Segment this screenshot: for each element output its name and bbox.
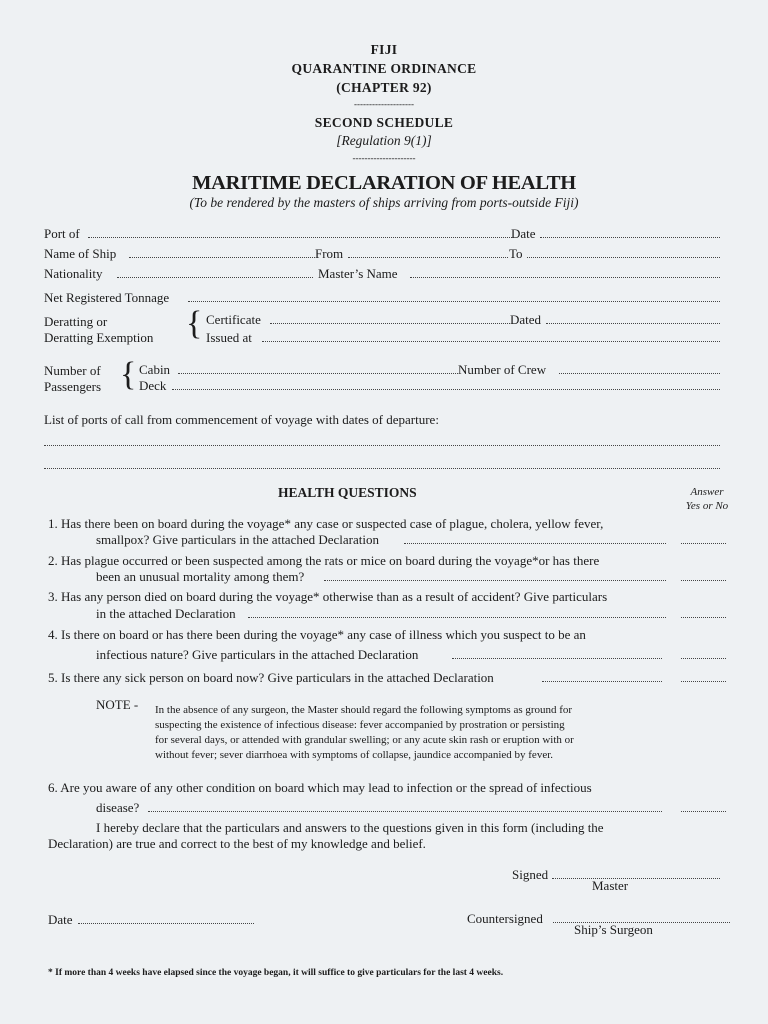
masters-name-field[interactable] [410, 276, 720, 278]
cabin-field[interactable] [178, 372, 458, 374]
to-label: To [509, 246, 523, 261]
answer-2-field[interactable] [681, 579, 726, 581]
issued-at-label: Issued at [206, 330, 252, 345]
question-2: 2. Has plague occurred or been suspected among the rats or mice on board during the voyage*or has there [48, 553, 600, 568]
note-line: for several days, or attended with grandular swelling; or any acute skin rash or eruption with or [155, 734, 574, 746]
answer-1-field[interactable] [681, 542, 726, 544]
from-label: From [315, 246, 344, 261]
note-line: suspecting the existence of infectious disease: fever accompanied by prostration or persisting [155, 719, 565, 731]
brace-symbol: { [120, 356, 137, 393]
net-tonnage-field[interactable] [188, 300, 720, 302]
ship-name-label: Name of Ship [44, 246, 117, 261]
deck-field[interactable] [172, 388, 720, 390]
port-of-field[interactable] [88, 236, 512, 238]
deratting-label: Deratting or [44, 314, 108, 329]
ports-list-field[interactable] [44, 467, 720, 469]
question-3-line [248, 616, 666, 618]
question-3-cont: in the attached Declaration [96, 606, 236, 621]
certificate-field[interactable] [270, 322, 510, 324]
answer-6-field[interactable] [681, 810, 726, 812]
date-field[interactable] [540, 236, 720, 238]
passengers-label: Passengers [44, 379, 102, 394]
master-label: Master [592, 878, 629, 893]
header-divider: -------------------- [354, 99, 414, 109]
port-of-label: Port of [44, 226, 80, 241]
chapter-heading: (CHAPTER 92) [336, 80, 432, 95]
yes-no-label: Yes or No [685, 500, 729, 512]
signed-label: Signed [512, 867, 549, 882]
net-tonnage-label: Net Registered Tonnage [44, 290, 170, 305]
answer-4-field[interactable] [681, 657, 726, 659]
deck-label: Deck [139, 378, 167, 393]
form-subtitle: (To be rendered by the masters of ships arriving from ports-outside Fiji) [189, 195, 579, 210]
answer-5-field[interactable] [681, 680, 726, 682]
footnote: * If more than 4 weeks have elapsed since the voyage began, it will suffice to give particulars for the last 4 weeks. [48, 968, 504, 978]
brace-symbol: { [186, 305, 203, 342]
question-2-cont: been an unusual mortality among them? [96, 569, 305, 584]
deratting-exemption-label: Deratting Exemption [44, 330, 154, 345]
schedule-heading: SECOND SCHEDULE [314, 115, 454, 130]
question-1: 1. Has there been on board during the voyage* any case or suspected case of plague, cholera, yellow fever, [48, 516, 604, 531]
answer-label: Answer [690, 486, 724, 498]
ports-list-label: List of ports of call from commencement of voyage with dates of departure: [44, 412, 439, 427]
nationality-field[interactable] [117, 276, 313, 278]
nationality-label: Nationality [44, 266, 103, 281]
declaration-text: I hereby declare that the particulars and answers to the questions given in this form (including the [96, 820, 604, 835]
masters-name-label: Master’s Name [318, 266, 398, 281]
to-field[interactable] [527, 256, 720, 258]
date-signed-field[interactable] [78, 922, 254, 924]
question-6-cont: disease? [96, 800, 140, 815]
question-1-line [404, 542, 666, 544]
note-line: In the absence of any surgeon, the Master should regard the following symptoms as ground for [155, 704, 573, 716]
form-title: MARITIME DECLARATION OF HEALTH [192, 172, 576, 194]
dated-label: Dated [510, 312, 542, 327]
question-6-line [148, 810, 662, 812]
health-questions-heading: HEALTH QUESTIONS [278, 485, 417, 500]
question-4-line [452, 657, 662, 659]
question-5-line [542, 680, 662, 682]
question-1-cont: smallpox? Give particulars in the attached Declaration [96, 532, 379, 547]
note-line: without fever; sever diarrhoea with symptoms of collapse, jaundice accompanied by fever. [155, 749, 554, 761]
countersigned-label: Countersigned [467, 911, 543, 926]
question-5: 5. Is there any sick person on board now? Give particulars in the attached Declaration [48, 670, 494, 685]
number-of-crew-label: Number of Crew [458, 362, 547, 377]
declaration-text-cont: Declaration) are true and correct to the best of my knowledge and belief. [48, 836, 426, 851]
crew-field[interactable] [559, 372, 720, 374]
question-6: 6. Are you aware of any other condition on board which may lead to infection or the spread of infectious [48, 780, 592, 795]
master-signature-field[interactable] [552, 877, 720, 879]
date-label: Date [511, 226, 536, 241]
ships-surgeon-label: Ship’s Surgeon [574, 922, 653, 937]
cabin-label: Cabin [139, 362, 171, 377]
dated-field[interactable] [546, 322, 720, 324]
question-4: 4. Is there on board or has there been during the voyage* any case of illness which you suspect to be an [48, 627, 586, 642]
certificate-label: Certificate [206, 312, 261, 327]
question-2-line [324, 579, 666, 581]
date-signed-label: Date [48, 912, 73, 927]
answer-3-field[interactable] [681, 616, 726, 618]
country-heading: FIJI [370, 42, 398, 57]
question-3: 3. Has any person died on board during the voyage* otherwise than as a result of accident? Give particulars [48, 589, 608, 604]
note-text [155, 703, 574, 763]
note-label: NOTE - [96, 697, 139, 712]
regulation-reference: [Regulation 9(1)] [336, 133, 432, 148]
ordinance-heading: QUARANTINE ORDINANCE [291, 61, 477, 76]
from-field[interactable] [348, 256, 508, 258]
header-divider: --------------------- [352, 153, 416, 163]
ports-list-field[interactable] [44, 444, 720, 446]
ship-name-field[interactable] [129, 256, 315, 258]
issued-at-field[interactable] [262, 340, 720, 342]
answer-column-header [672, 485, 742, 513]
question-4-cont: infectious nature? Give particulars in the attached Declaration [96, 647, 419, 662]
number-of-label: Number of [44, 363, 101, 378]
